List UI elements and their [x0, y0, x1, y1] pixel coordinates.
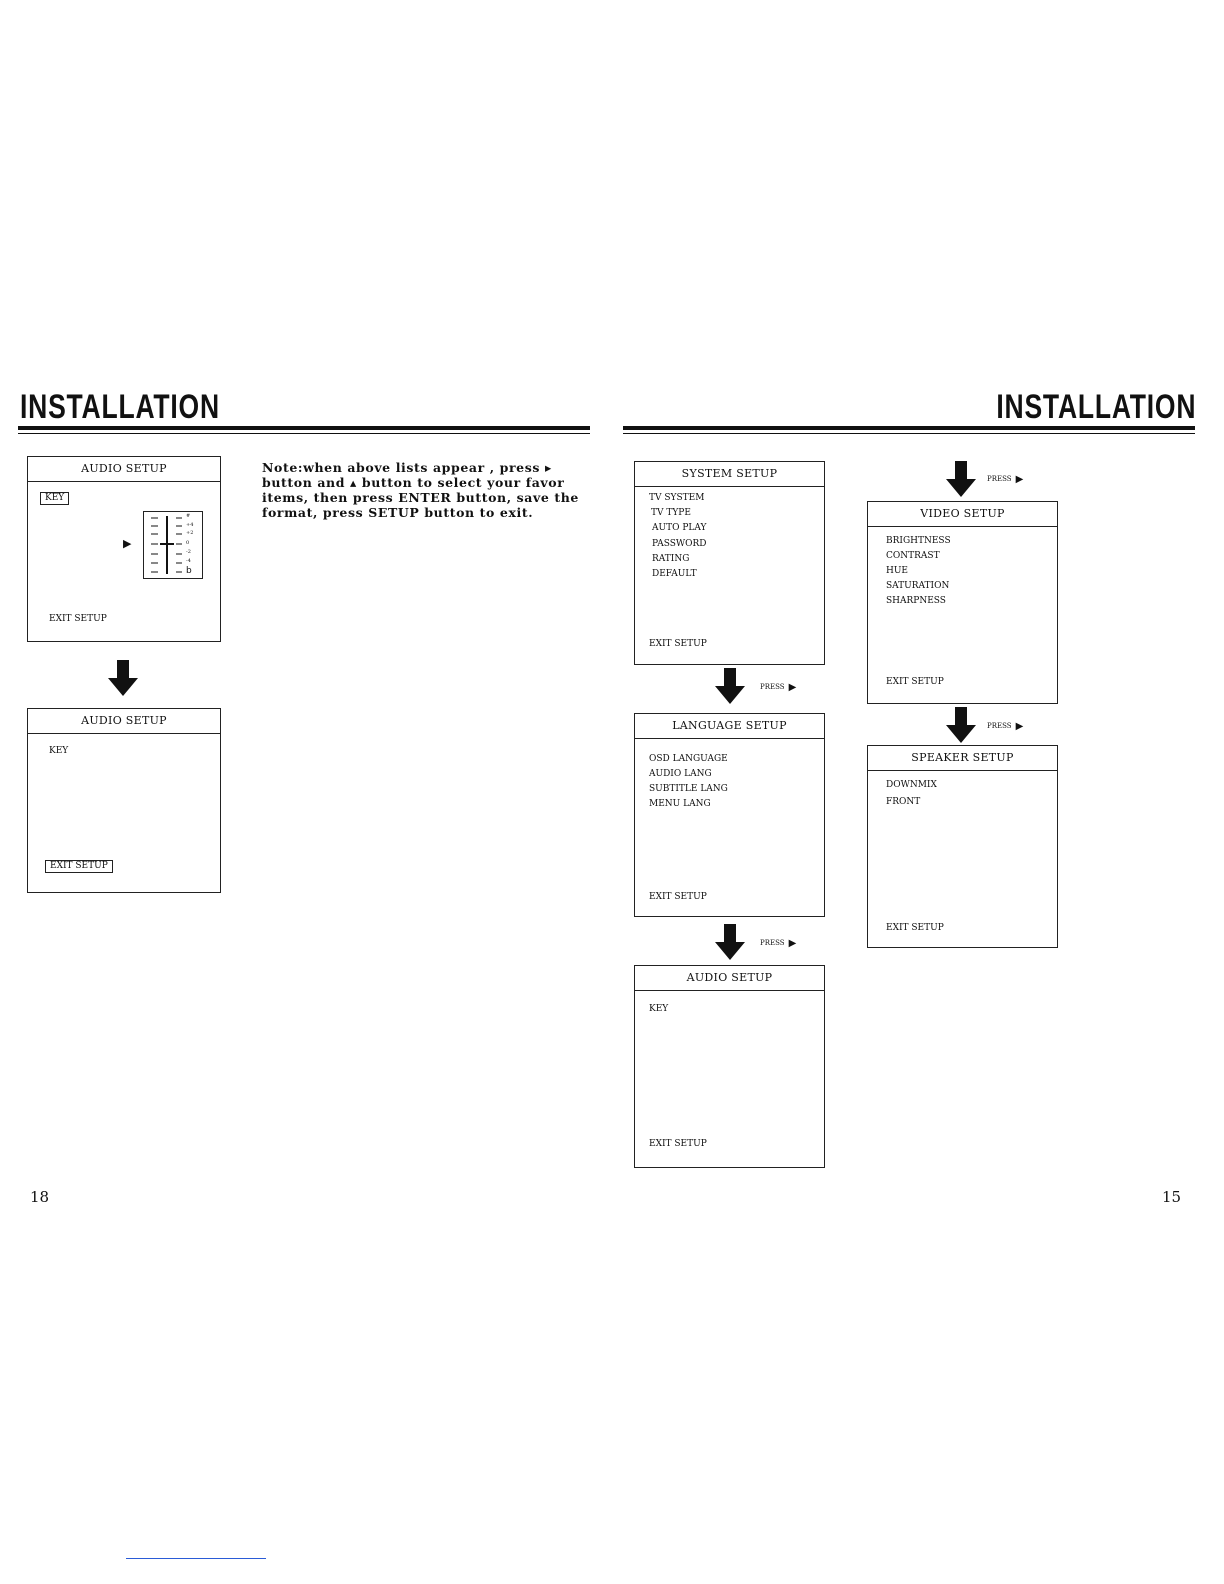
down-arrow-icon — [945, 707, 977, 743]
press-text: PRESS — [987, 475, 1012, 483]
menu-item-downmix[interactable]: DOWNMIX — [886, 780, 937, 790]
video-setup-panel — [867, 501, 1058, 704]
right-triangle-icon: ▶ — [1015, 721, 1024, 732]
down-arrow-icon — [714, 668, 746, 704]
menu-item-brightness[interactable]: BRIGHTNESS — [886, 536, 951, 546]
press-label — [987, 474, 1023, 485]
menu-item-default[interactable]: DEFAULT — [652, 569, 697, 579]
menu-item-audio-lang[interactable]: AUDIO LANG — [649, 769, 712, 779]
slider-label: +4 — [186, 522, 194, 528]
left-heading-rule-thin — [18, 433, 590, 434]
exit-setup-item[interactable]: EXIT SETUP — [886, 677, 944, 687]
press-label — [760, 938, 796, 949]
selection-pointer-icon: ▶ — [123, 537, 132, 550]
exit-setup-item[interactable]: EXIT SETUP — [886, 923, 944, 933]
right-triangle-icon: ▶ — [1015, 474, 1024, 485]
panel-title: AUDIO SETUP — [28, 709, 220, 734]
press-text: PRESS — [987, 722, 1012, 730]
right-page-heading: INSTALLATION — [996, 388, 1196, 426]
slider-label: # — [186, 513, 191, 519]
panel-title: AUDIO SETUP — [635, 966, 824, 991]
menu-item-auto-play[interactable]: AUTO PLAY — [652, 523, 707, 533]
audio-setup-panel-2 — [27, 708, 221, 893]
press-text: PRESS — [760, 939, 785, 947]
exit-setup-item-selected[interactable]: EXIT SETUP — [45, 860, 113, 873]
menu-item-osd-language[interactable]: OSD LANGUAGE — [649, 754, 728, 764]
audio-setup-panel — [634, 965, 825, 1168]
panel-title: LANGUAGE SETUP — [635, 714, 824, 739]
press-text: PRESS — [760, 683, 785, 691]
menu-item-hue[interactable]: HUE — [886, 566, 909, 576]
slider-label: b — [186, 566, 192, 576]
down-arrow-icon — [107, 660, 139, 696]
left-heading-rule — [18, 426, 590, 430]
exit-setup-item[interactable]: EXIT SETUP — [649, 1139, 707, 1149]
slider-label: -4 — [186, 558, 191, 564]
key-menu-item-selected[interactable]: KEY — [40, 492, 69, 505]
system-setup-panel — [634, 461, 825, 665]
speaker-setup-panel — [867, 745, 1058, 948]
exit-setup-item[interactable]: EXIT SETUP — [49, 614, 107, 624]
page-number-right: 15 — [1162, 1188, 1182, 1206]
right-heading-rule-thin — [623, 433, 1195, 434]
instruction-note: Note:when above lists appear , press ▸ button and ▴ button to select your favor items, then press ENTER button, save the format, press SETUP button to exit. — [262, 460, 579, 520]
right-triangle-icon: ▶ — [788, 682, 797, 693]
panel-title: SPEAKER SETUP — [868, 746, 1057, 771]
press-label — [760, 682, 796, 693]
left-page-heading: INSTALLATION — [20, 388, 220, 426]
menu-item-key[interactable]: KEY — [649, 1004, 669, 1014]
language-setup-panel — [634, 713, 825, 917]
right-heading-rule — [623, 426, 1195, 430]
menu-item-password[interactable]: PASSWORD — [652, 539, 707, 549]
link-underline — [126, 1558, 266, 1559]
menu-item-sharpness[interactable]: SHARPNESS — [886, 596, 946, 606]
panel-title: VIDEO SETUP — [868, 502, 1057, 527]
menu-item-contrast[interactable]: CONTRAST — [886, 551, 940, 561]
right-triangle-icon: ▶ — [788, 938, 797, 949]
exit-setup-item[interactable]: EXIT SETUP — [649, 639, 707, 649]
audio-setup-panel-1 — [27, 456, 221, 642]
menu-item-front[interactable]: FRONT — [886, 797, 921, 807]
menu-item-rating[interactable]: RATING — [652, 554, 690, 564]
slider-label: 0 — [186, 540, 190, 546]
slider-label: -2 — [186, 549, 191, 555]
menu-item-saturation[interactable]: SATURATION — [886, 581, 950, 591]
key-slider[interactable] — [143, 511, 203, 579]
press-label — [987, 721, 1023, 732]
menu-item-tv-system[interactable]: TV SYSTEM — [649, 493, 705, 503]
down-arrow-icon — [945, 461, 977, 497]
panel-title: AUDIO SETUP — [28, 457, 220, 482]
slider-label: +2 — [186, 530, 194, 536]
panel-title: SYSTEM SETUP — [635, 462, 824, 487]
page-number-left: 18 — [30, 1188, 50, 1206]
menu-item-menu-lang[interactable]: MENU LANG — [649, 799, 711, 809]
down-arrow-icon — [714, 924, 746, 960]
exit-setup-item[interactable]: EXIT SETUP — [649, 892, 707, 902]
menu-item-tv-type[interactable]: TV TYPE — [651, 508, 691, 518]
key-menu-item[interactable]: KEY — [49, 746, 69, 756]
menu-item-subtitle-lang[interactable]: SUBTITLE LANG — [649, 784, 728, 794]
